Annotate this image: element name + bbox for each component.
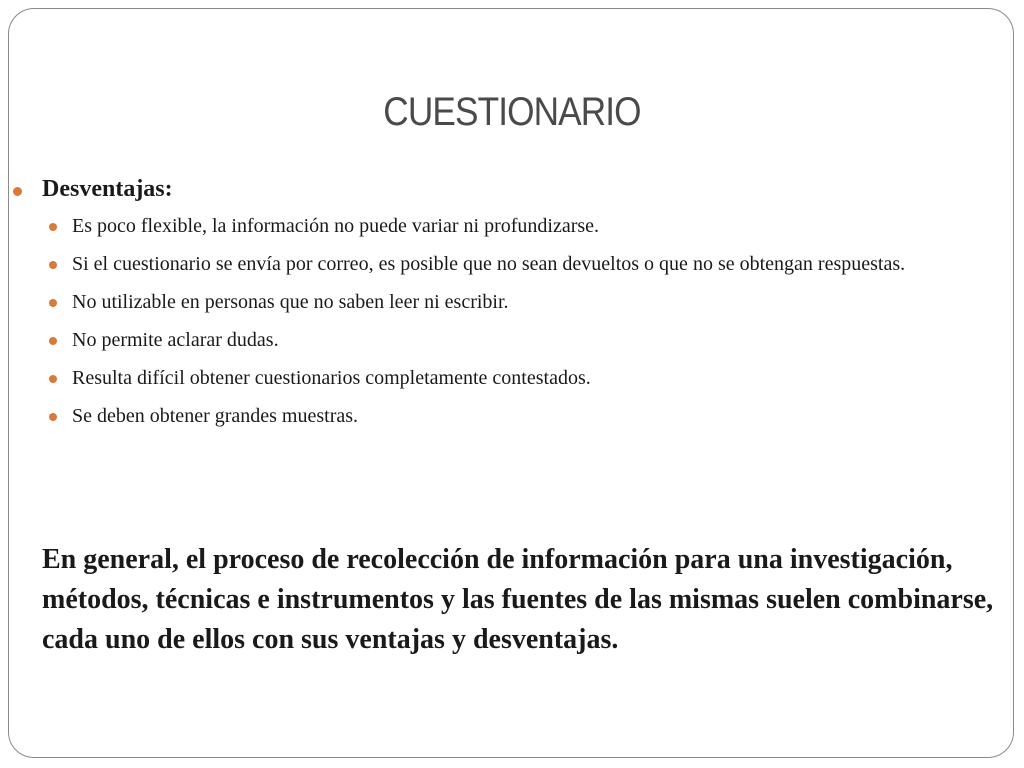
bullet-icon	[49, 337, 57, 345]
bullet-icon	[49, 375, 57, 383]
list-item-text: Si el cuestionario se envía por correo, es posible que no sean devueltos o que no se obtengan respuestas.	[72, 253, 906, 275]
bullet-icon	[13, 187, 22, 196]
list-item-text: Resulta difícil obtener cuestionarios completamente contestados.	[72, 367, 591, 389]
list-item	[72, 325, 942, 355]
list-item	[72, 211, 942, 241]
list-item-text: Es poco flexible, la información no puede variar ni profundizarse.	[72, 215, 600, 237]
list-item-text: No permite aclarar dudas.	[72, 329, 279, 351]
bullet-icon	[49, 261, 57, 269]
list-item	[72, 249, 942, 279]
list-item	[72, 363, 942, 393]
slide-title: CUESTIONARIO	[383, 90, 641, 134]
list-item	[72, 287, 942, 317]
slide-body	[42, 176, 1002, 439]
list-item-text: Se deben obtener grandes muestras.	[72, 405, 359, 427]
list-item	[72, 401, 942, 431]
bullet-icon	[49, 223, 57, 231]
bullet-icon	[49, 299, 57, 307]
disadvantages-list	[42, 211, 1002, 431]
section-heading	[42, 176, 1002, 203]
list-item-text: No utilizable en personas que no saben leer ni escribir.	[72, 291, 509, 313]
summary-paragraph: En general, el proceso de recolección de información para una investigación, métodos, técnicas e instrumentos y las fuentes de las mismas suelen combinarse, cada uno de ellos con sus ventajas y desventajas.	[42, 544, 994, 655]
bullet-icon	[49, 413, 57, 421]
section-heading-text: Desventajas:	[42, 176, 173, 202]
